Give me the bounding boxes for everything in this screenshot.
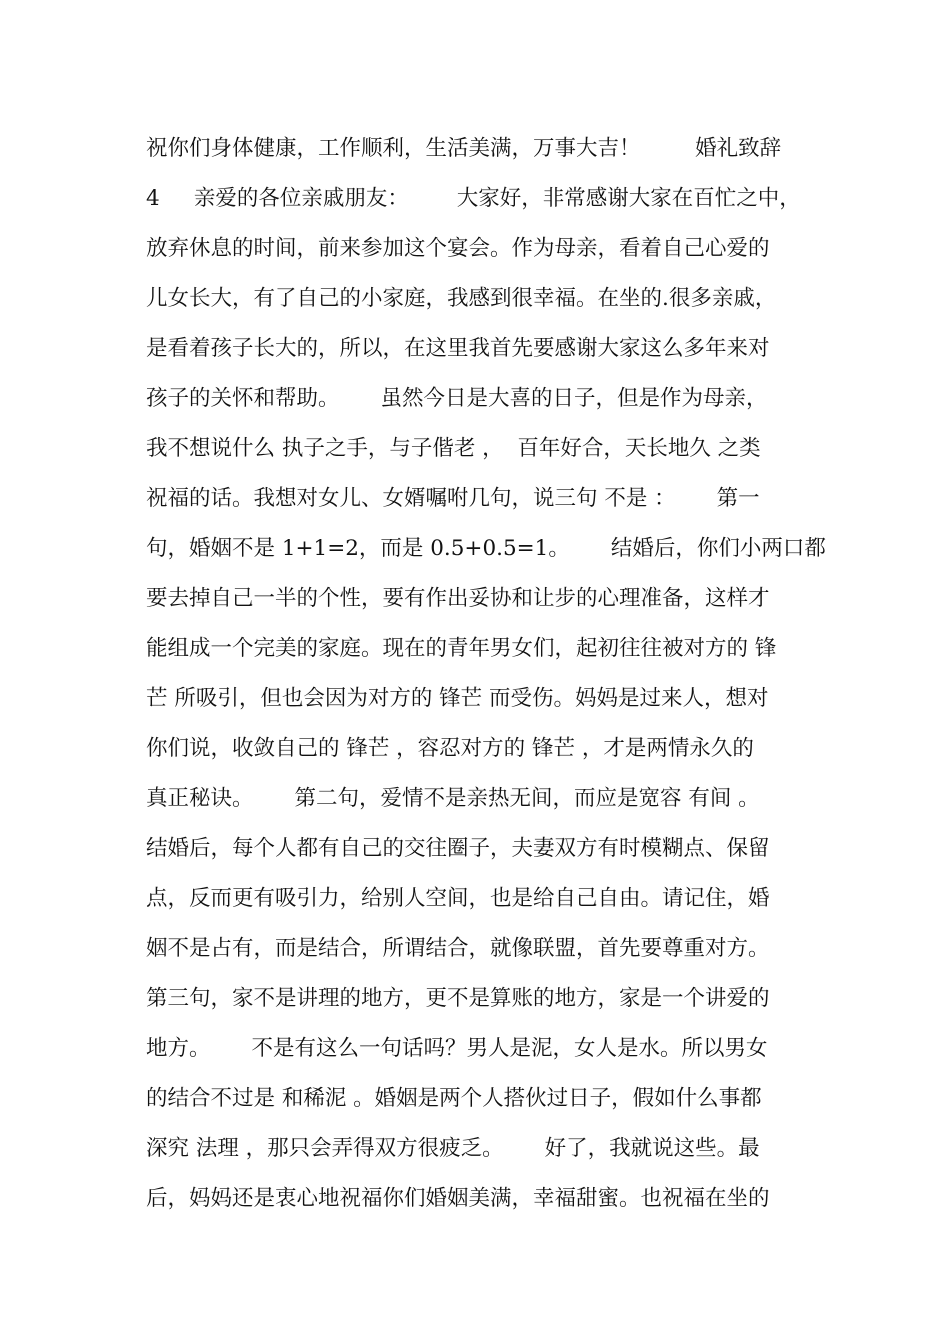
text-line: 句，婚姻不是 1+1=2，而是 0.5+0.5=1。 结婚后，你们小两口都 <box>146 536 826 561</box>
text-line: 我不想说什么 执子之手，与子偕老 ， 百年好合，天长地久 之类 <box>146 436 761 461</box>
text-line: 祝福的话。我想对女儿、女婿嘱咐几句，说三句 不是 ： 第一 <box>146 486 760 511</box>
text-line: 深究 法理 ，那只会弄得双方很疲乏。 好了，我就说这些。最 <box>146 1136 760 1161</box>
text-line: 姻不是占有，而是结合，所谓结合，就像联盟，首先要尊重对方。 <box>146 936 770 961</box>
text-line: 要去掉自己一半的个性，要有作出妥协和让步的心理准备，这样才 <box>146 586 770 611</box>
text-line: 放弃休息的时间，前来参加这个宴会。作为母亲，看着自己心爱的 <box>146 236 770 261</box>
text-line: 点，反而更有吸引力，给别人空间，也是给自己自由。请记住，婚 <box>146 886 770 911</box>
text-line: 是看着孩子长大的，所以，在这里我首先要感谢大家这么多年来对 <box>146 336 770 361</box>
text-line: 结婚后，每个人都有自己的交往圈子，夫妻双方有时模糊点、保留 <box>146 836 770 861</box>
text-line: 能组成一个完美的家庭。现在的青年男女们，起初往往被对方的 锋 <box>146 636 777 661</box>
text-line: 的结合不过是 和稀泥 。婚姻是两个人搭伙过日子，假如什么事都 <box>146 1086 762 1111</box>
text-line: 后，妈妈还是衷心地祝福你们婚姻美满，幸福甜蜜。也祝福在坐的 <box>146 1186 770 1211</box>
text-line: 真正秘诀。 第二句，爱情不是亲热无间，而应是宽容 有间 。 <box>146 786 760 811</box>
text-line: 4 亲爱的各位亲戚朋友： 大家好，非常感谢大家在百忙之中， <box>146 186 801 211</box>
text-line: 孩子的关怀和帮助。 虽然今日是大喜的日子，但是作为母亲， <box>146 386 768 411</box>
text-line: 儿女长大，有了自己的小家庭，我感到很幸福。在坐的.很多亲戚， <box>146 286 777 311</box>
text-line: 你们说，收敛自己的 锋芒 ，容忍对方的 锋芒 ，才是两情永久的 <box>146 736 754 761</box>
text-line: 芒 所吸引，但也会因为对方的 锋芒 而受伤。妈妈是过来人，想对 <box>146 686 769 711</box>
text-line: 祝你们身体健康，工作顺利，生活美满，万事大吉！ 婚礼致辞 <box>146 136 782 161</box>
text-line: 第三句，家不是讲理的地方，更不是算账的地方，家是一个讲爱的 <box>146 986 770 1011</box>
text-line: 地方。 不是有这么一句话吗？男人是泥，女人是水。所以男女 <box>146 1036 768 1061</box>
